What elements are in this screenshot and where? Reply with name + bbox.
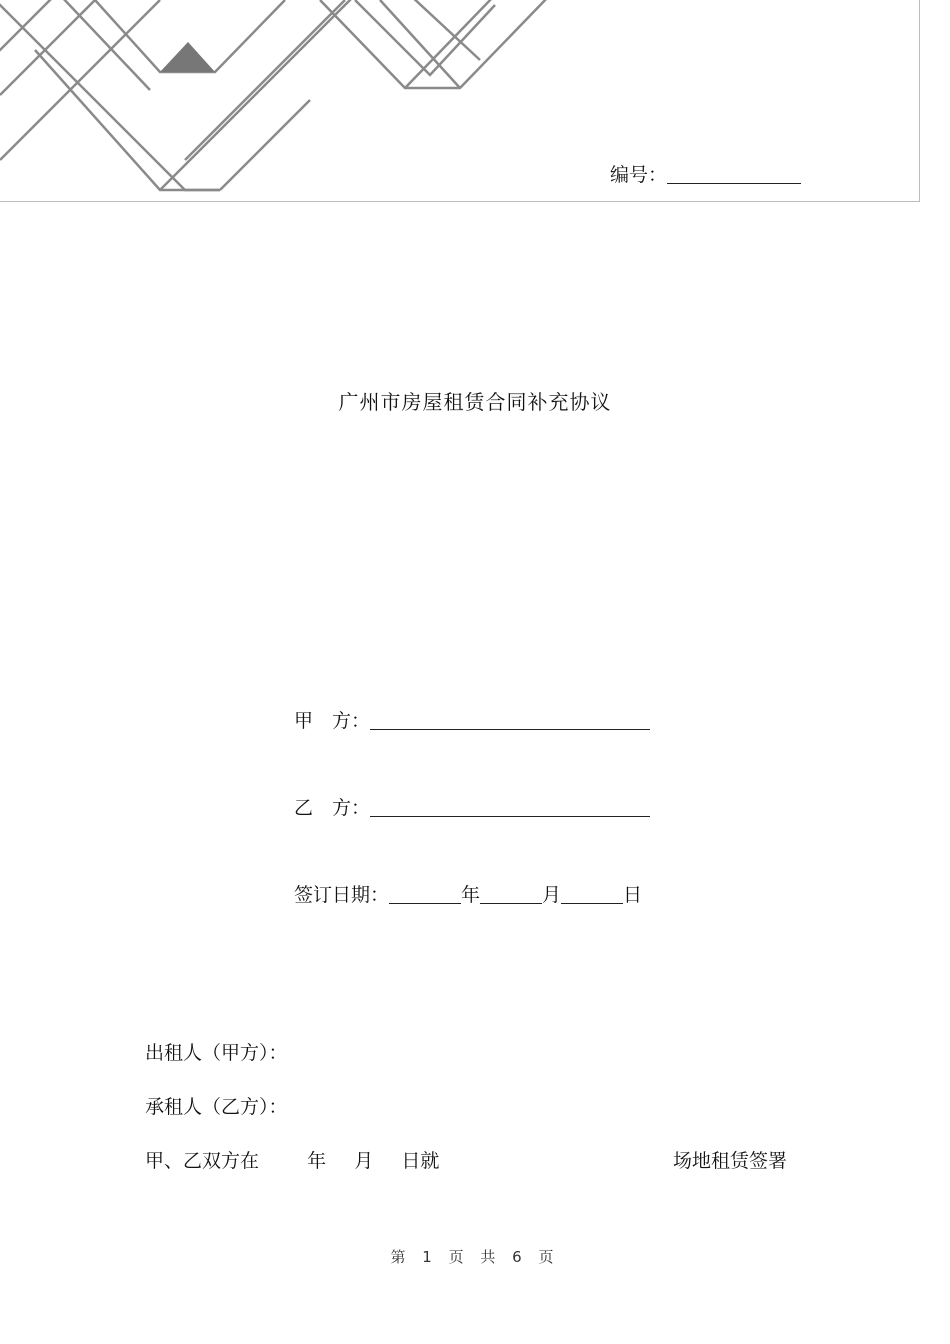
pattern-line <box>355 0 495 75</box>
party-b-label: 乙 方： <box>294 797 371 819</box>
party-b-field <box>294 793 650 820</box>
intro-day: 日就 <box>401 1150 440 1172</box>
sign-year-blank[interactable] <box>389 885 461 904</box>
party-a-blank[interactable] <box>370 711 650 730</box>
sign-date-field <box>294 880 642 907</box>
sign-day-blank[interactable] <box>561 885 623 904</box>
intro-year: 年 <box>307 1150 327 1172</box>
header-band <box>0 0 920 202</box>
party-a-field <box>294 706 650 733</box>
party-b-blank[interactable] <box>370 798 650 817</box>
sign-month-label: 月 <box>542 884 562 906</box>
party-a-label: 甲 方： <box>294 710 371 732</box>
intro-month: 月 <box>354 1150 374 1172</box>
pattern-line <box>320 0 550 88</box>
lessee-line: 承租人（乙方）： <box>145 1096 288 1118</box>
page-footer: 第 1 页 共 6 页 <box>390 1248 560 1266</box>
lessor-line: 出租人（甲方）： <box>145 1042 288 1064</box>
pattern-line <box>220 100 310 190</box>
intro-end: 场地租赁签署 <box>673 1150 788 1172</box>
pattern-line <box>0 0 100 95</box>
sign-year-label: 年 <box>461 884 481 906</box>
intro-line <box>145 1146 805 1173</box>
pattern-line <box>0 0 160 160</box>
serial-number <box>610 160 801 187</box>
pattern-triangle <box>160 42 215 72</box>
sign-month-blank[interactable] <box>480 885 542 904</box>
document-title: 广州市房屋租赁合同补充协议 <box>338 390 612 414</box>
intro-start: 甲、乙双方在 <box>145 1150 260 1172</box>
sign-day-label: 日 <box>623 884 643 906</box>
sign-date-label: 签订日期： <box>294 884 390 906</box>
pattern-line <box>410 0 480 60</box>
pattern-line <box>185 0 345 160</box>
serial-blank[interactable] <box>667 165 801 184</box>
serial-label: 编号： <box>610 164 668 186</box>
